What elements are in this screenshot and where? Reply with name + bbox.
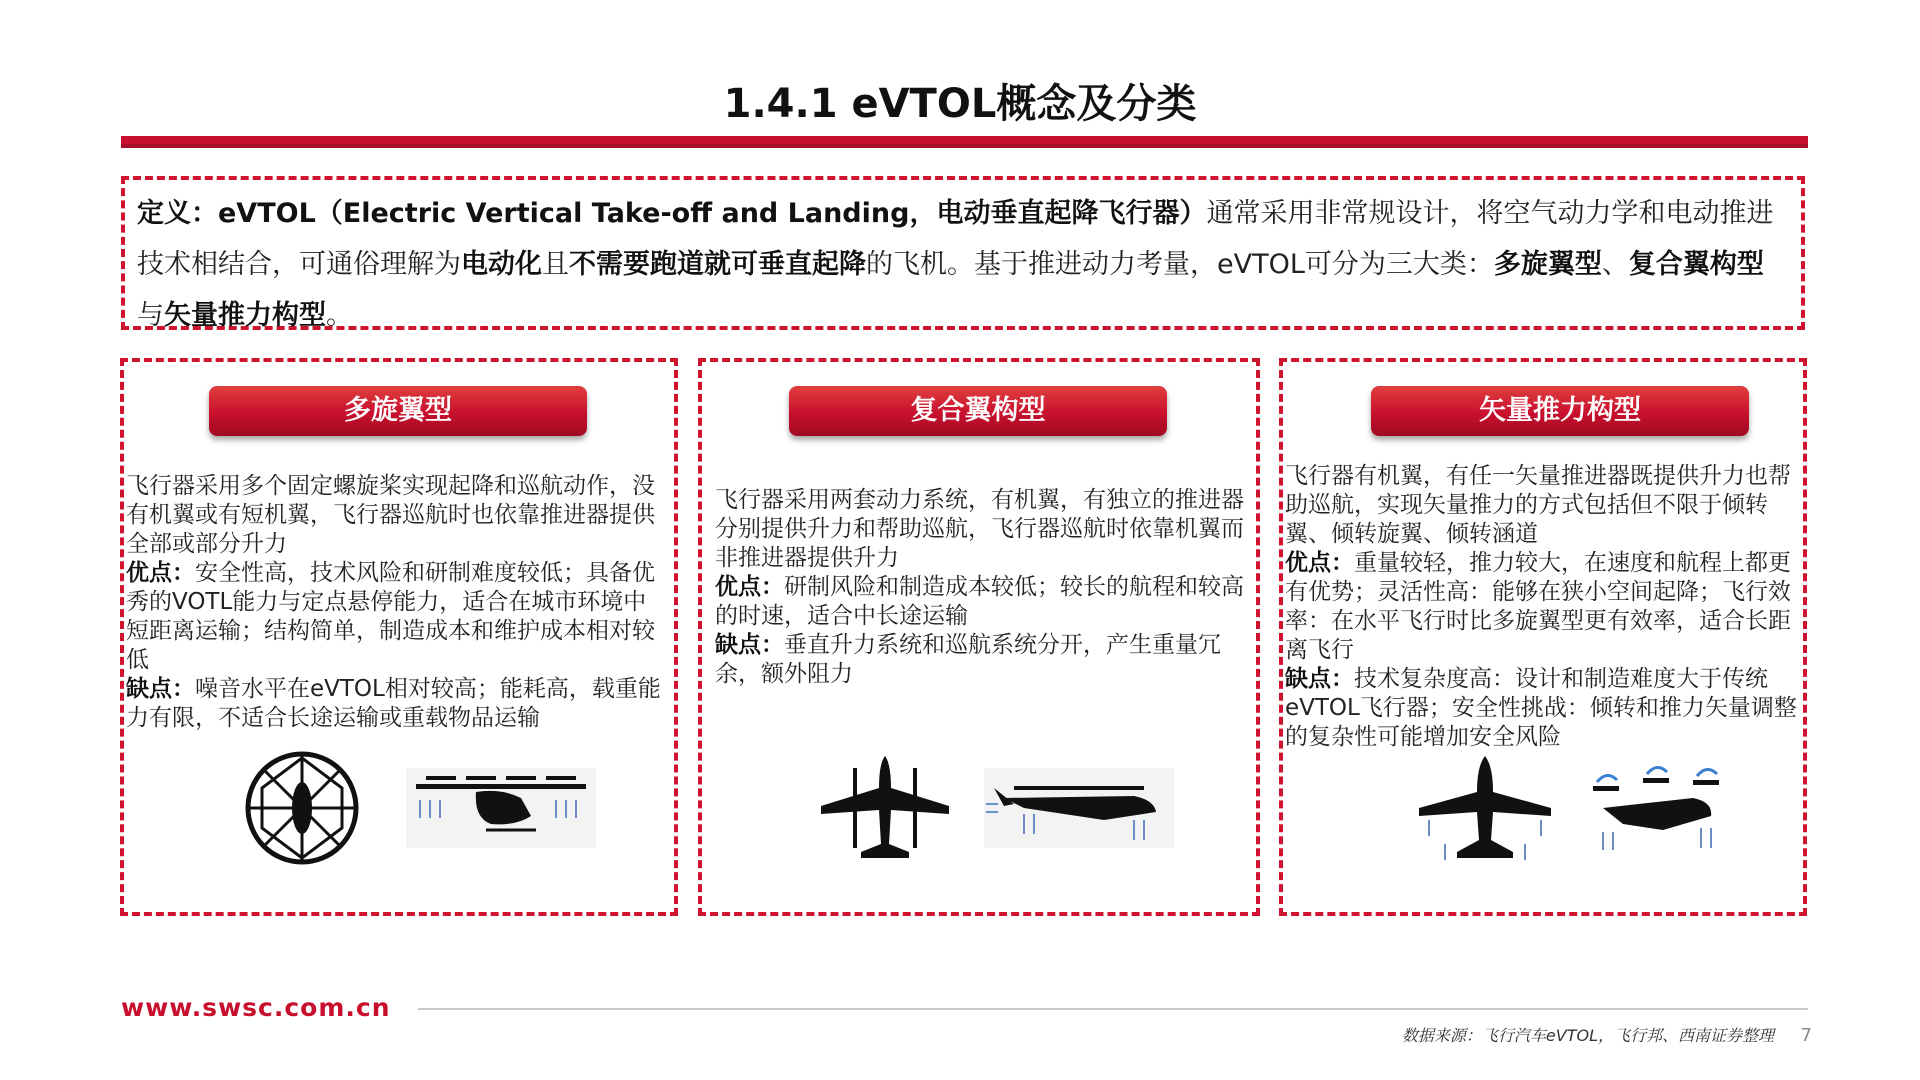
cons-label: 缺点：: [1285, 666, 1354, 692]
title-underline: [121, 136, 1808, 148]
definition-text: 且: [542, 249, 569, 280]
definition-text: 的飞机。基于推进动力考量，eVTOL可分为三大类：: [866, 249, 1494, 280]
card-cons: [1285, 665, 1797, 752]
card-compound: [698, 358, 1260, 916]
vector-sideview-image: [1583, 758, 1733, 858]
card-multirotor: [120, 358, 678, 916]
card-intro: 飞行器有机翼，有任一矢量推进器既提供升力也帮助巡航，实现矢量推力的方式包括但不限于倾转翼、倾转旋翼、倾转涵道: [1285, 463, 1791, 547]
card-heading: 复合翼构型: [789, 386, 1167, 436]
card-illustrations: [1283, 748, 1803, 868]
pros-text: 安全性高，技术风险和研制难度较低；具备优秀的VOTL能力与定点悬停能力，适合在城市环境中短距离运输；结构简单，制造成本和维护成本相对较低: [126, 560, 655, 673]
definition-label: 定义：: [137, 198, 218, 229]
compound-sideview-image: [984, 768, 1174, 848]
definition-highlight: 电动化: [461, 249, 542, 280]
definition-separator: 与: [137, 300, 164, 331]
cons-text: 垂直升力系统和巡航系统分开，产生重量冗余，额外阻力: [715, 632, 1221, 687]
definition-term: eVTOL（Electric Vertical Take-off and Landing，电动垂直起降飞行器）: [218, 198, 1207, 229]
card-pros: [715, 573, 1250, 631]
definition-text: 通常采用非常规设计，将空气动力学和电动推进技术相结合，可通俗理解为: [137, 198, 1774, 280]
cons-label: 缺点：: [715, 632, 784, 658]
card-illustrations: [702, 748, 1256, 868]
card-body: [715, 486, 1250, 689]
definition-highlight: 不需要跑道就可垂直起降: [569, 249, 866, 280]
footer-website-link[interactable]: www.swsc.com.cn: [121, 993, 391, 1022]
card-body: [1285, 462, 1797, 752]
multirotor-sideview-image: [406, 768, 596, 848]
definition-separator: 、: [1601, 249, 1629, 280]
vector-topview-image: [1415, 748, 1555, 868]
card-pros: [1285, 549, 1797, 665]
page-number: 7: [1800, 1025, 1812, 1046]
cons-text: 技术复杂度高：设计和制造难度大于传统eVTOL飞行器；安全性挑战：倾转和推力矢量调整的复杂性可能增加安全风险: [1285, 666, 1797, 750]
card-heading: 矢量推力构型: [1371, 386, 1749, 436]
pros-label: 优点：: [715, 574, 784, 600]
card-cons: [126, 675, 668, 733]
card-vector-thrust: [1279, 358, 1807, 916]
footer-divider: [418, 1008, 1808, 1010]
pros-label: 优点：: [126, 560, 195, 586]
multirotor-topview-image: [242, 748, 362, 868]
footer-source: 数据来源：飞行汽车eVTOL，飞行邦、西南证券整理: [1401, 1026, 1774, 1045]
card-illustrations: [124, 748, 674, 868]
pros-text: 研制风险和制造成本较低；较长的航程和较高的时速，适合中长途运输: [715, 574, 1244, 629]
page-title: 1.4.1 eVTOL概念及分类: [723, 81, 1197, 127]
cons-label: 缺点：: [126, 676, 195, 702]
compound-topview-image: [817, 748, 953, 868]
card-pros: [126, 559, 668, 675]
card-cons: [715, 631, 1250, 689]
pros-text: 重量较轻，推力较大，在速度和航程上都更有优势；灵活性高：能够在狭小空间起降；飞行效率：在水平飞行时比多旋翼型更有效率，适合长距离飞行: [1285, 550, 1791, 663]
card-body: [126, 472, 668, 733]
pros-label: 优点：: [1285, 550, 1354, 576]
card-heading: 多旋翼型: [209, 386, 587, 436]
cons-text: 噪音水平在eVTOL相对较高；能耗高，载重能力有限，不适合长途运输或重载物品运输: [126, 676, 661, 731]
card-intro: 飞行器采用多个固定螺旋桨实现起降和巡航动作，没有机翼或有短机翼，飞行器巡航时也依靠推进器提供全部或部分升力: [126, 473, 655, 557]
category-multirotor: 多旋翼型: [1493, 249, 1602, 280]
category-vector: 矢量推力构型: [164, 300, 326, 331]
definition-end: 。: [326, 300, 353, 331]
card-intro: 飞行器采用两套动力系统，有机翼，有独立的推进器分别提供升力和帮助巡航，飞行器巡航时依靠机翼而非推进器提供升力: [715, 487, 1244, 571]
definition-box: [121, 176, 1805, 330]
category-compound: 复合翼构型: [1628, 249, 1764, 280]
